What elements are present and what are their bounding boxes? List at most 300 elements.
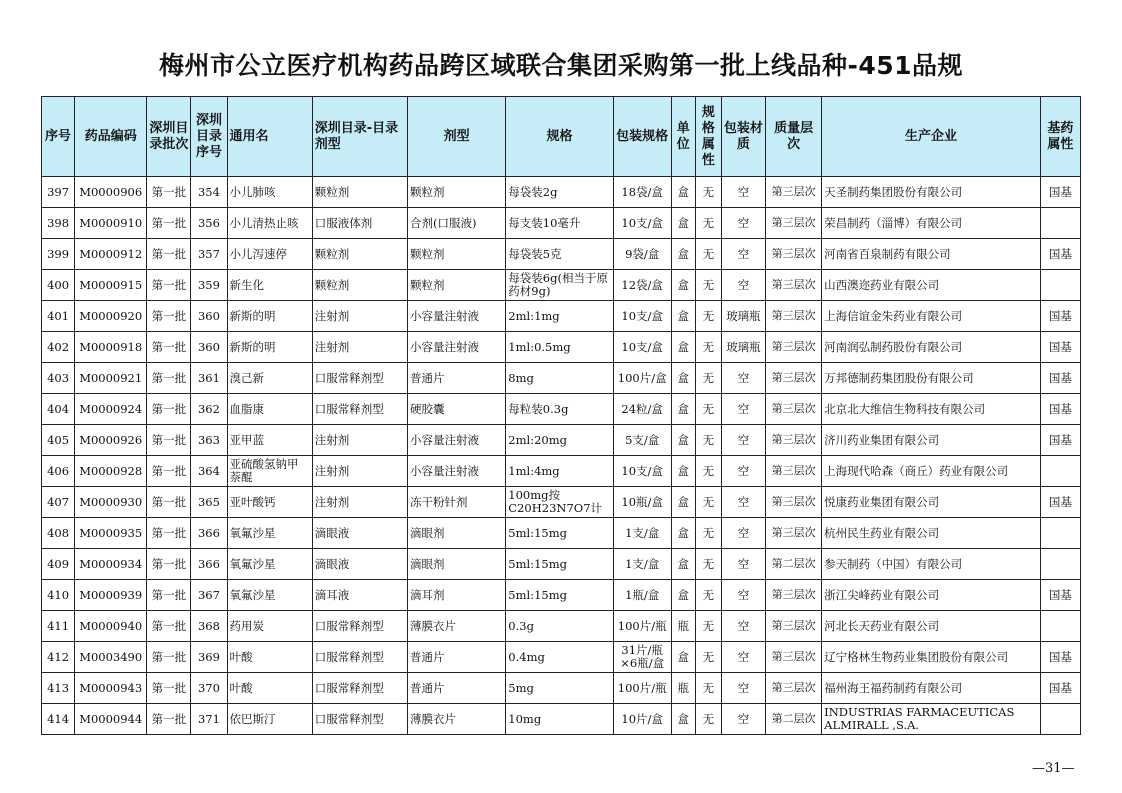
cell-sz-form: 注射剂 — [312, 487, 407, 518]
cell-spec-attr: 无 — [695, 611, 721, 642]
cell-spec: 每粒装0.3g — [506, 394, 613, 425]
cell-sz-form: 颗粒剂 — [312, 239, 407, 270]
cell-code: M0000918 — [75, 332, 147, 363]
cell-pack-mat: 空 — [721, 425, 765, 456]
cell-form: 小容量注射液 — [408, 456, 506, 487]
cell-form: 合剂(口服液) — [408, 208, 506, 239]
cell-basic — [1040, 549, 1080, 580]
cell-pack-spec: 24粒/盒 — [613, 394, 671, 425]
cell-seq: 413 — [42, 673, 75, 704]
cell-unit: 盒 — [671, 332, 695, 363]
cell-seq: 406 — [42, 456, 75, 487]
cell-sz-seq: 360 — [191, 332, 227, 363]
cell-sz-form: 口服常释剂型 — [312, 704, 407, 735]
cell-maker: 辽宁格林生物药业集团股份有限公司 — [822, 642, 1041, 673]
cell-spec-attr: 无 — [695, 487, 721, 518]
cell-spec: 每袋装2g — [506, 177, 613, 208]
cell-sz-form: 口服液体剂 — [312, 208, 407, 239]
table-body — [42, 177, 1081, 735]
cell-pack-mat: 空 — [721, 642, 765, 673]
cell-form: 颗粒剂 — [408, 177, 506, 208]
table-row — [42, 549, 1081, 580]
cell-seq: 410 — [42, 580, 75, 611]
cell-spec-attr: 无 — [695, 394, 721, 425]
cell-spec: 2ml:20mg — [506, 425, 613, 456]
cell-basic — [1040, 611, 1080, 642]
cell-code: M0000928 — [75, 456, 147, 487]
cell-spec: 0.3g — [506, 611, 613, 642]
cell-pack-spec: 31片/瓶×6瓶/盒 — [613, 642, 671, 673]
cell-pack-mat: 玻璃瓶 — [721, 332, 765, 363]
cell-sz-form: 口服常释剂型 — [312, 611, 407, 642]
cell-pack-spec: 10支/盒 — [613, 456, 671, 487]
cell-unit: 盒 — [671, 704, 695, 735]
cell-spec: 1ml:4mg — [506, 456, 613, 487]
cell-batch: 第一批 — [147, 208, 191, 239]
table-row — [42, 301, 1081, 332]
cell-name: 药用炭 — [227, 611, 312, 642]
cell-pack-spec: 10瓶/盒 — [613, 487, 671, 518]
cell-sz-seq: 357 — [191, 239, 227, 270]
cell-pack-spec: 10支/盒 — [613, 332, 671, 363]
cell-name: 小儿肺咳 — [227, 177, 312, 208]
cell-form: 小容量注射液 — [408, 332, 506, 363]
cell-basic: 国基 — [1040, 363, 1080, 394]
cell-unit: 盒 — [671, 177, 695, 208]
table-row — [42, 704, 1081, 735]
cell-code: M0000935 — [75, 518, 147, 549]
cell-sz-form: 口服常释剂型 — [312, 394, 407, 425]
cell-unit: 盒 — [671, 456, 695, 487]
cell-spec-attr: 无 — [695, 518, 721, 549]
cell-sz-seq: 366 — [191, 549, 227, 580]
cell-spec: 5ml:15mg — [506, 549, 613, 580]
cell-maker: INDUSTRIAS FARMACEUTICAS ALMIRALL ,S.A. — [822, 704, 1041, 735]
cell-maker: 荣昌制药（淄博）有限公司 — [822, 208, 1041, 239]
cell-spec: 每支装10毫升 — [506, 208, 613, 239]
cell-spec-attr: 无 — [695, 704, 721, 735]
cell-form: 滴眼剂 — [408, 549, 506, 580]
cell-pack-spec: 12袋/盒 — [613, 270, 671, 301]
cell-form: 滴眼剂 — [408, 518, 506, 549]
cell-quality: 第二层次 — [766, 549, 822, 580]
cell-seq: 407 — [42, 487, 75, 518]
cell-spec: 0.4mg — [506, 642, 613, 673]
cell-code: M0000924 — [75, 394, 147, 425]
cell-unit: 盒 — [671, 301, 695, 332]
cell-spec-attr: 无 — [695, 425, 721, 456]
cell-form: 普通片 — [408, 363, 506, 394]
header-pack-spec: 包装规格 — [613, 97, 671, 177]
cell-name: 新生化 — [227, 270, 312, 301]
cell-name: 依巴斯汀 — [227, 704, 312, 735]
cell-spec-attr: 无 — [695, 177, 721, 208]
cell-name: 亚叶酸钙 — [227, 487, 312, 518]
cell-batch: 第一批 — [147, 394, 191, 425]
cell-batch: 第一批 — [147, 270, 191, 301]
cell-pack-mat: 空 — [721, 177, 765, 208]
cell-maker: 河南润弘制药股份有限公司 — [822, 332, 1041, 363]
cell-sz-form: 注射剂 — [312, 456, 407, 487]
cell-sz-seq: 361 — [191, 363, 227, 394]
cell-name: 溴己新 — [227, 363, 312, 394]
cell-seq: 409 — [42, 549, 75, 580]
header-form: 剂型 — [408, 97, 506, 177]
cell-form: 普通片 — [408, 673, 506, 704]
header-pack-mat: 包装材质 — [721, 97, 765, 177]
cell-batch: 第一批 — [147, 177, 191, 208]
cell-basic: 国基 — [1040, 580, 1080, 611]
header-spec: 规格 — [506, 97, 613, 177]
cell-spec: 1ml:0.5mg — [506, 332, 613, 363]
cell-pack-spec: 1瓶/盒 — [613, 580, 671, 611]
cell-form: 薄膜衣片 — [408, 704, 506, 735]
table-row — [42, 456, 1081, 487]
cell-pack-mat: 空 — [721, 549, 765, 580]
cell-sz-form: 注射剂 — [312, 301, 407, 332]
cell-spec: 10mg — [506, 704, 613, 735]
table-row — [42, 673, 1081, 704]
cell-sz-seq: 360 — [191, 301, 227, 332]
cell-spec: 2ml:1mg — [506, 301, 613, 332]
cell-sz-form: 颗粒剂 — [312, 177, 407, 208]
cell-sz-form: 口服常释剂型 — [312, 673, 407, 704]
cell-pack-mat: 空 — [721, 518, 765, 549]
cell-form: 滴耳剂 — [408, 580, 506, 611]
cell-spec-attr: 无 — [695, 208, 721, 239]
cell-quality: 第三层次 — [766, 673, 822, 704]
cell-sz-seq: 369 — [191, 642, 227, 673]
cell-code: M0000926 — [75, 425, 147, 456]
cell-maker: 上海信谊金朱药业有限公司 — [822, 301, 1041, 332]
table-row — [42, 239, 1081, 270]
cell-pack-spec: 100片/盒 — [613, 363, 671, 394]
header-sz-form: 深圳目录-目录剂型 — [312, 97, 407, 177]
cell-quality: 第三层次 — [766, 611, 822, 642]
cell-sz-seq: 364 — [191, 456, 227, 487]
cell-maker: 河北长天药业有限公司 — [822, 611, 1041, 642]
cell-basic — [1040, 704, 1080, 735]
cell-pack-mat: 空 — [721, 363, 765, 394]
cell-maker: 河南省百泉制药有限公司 — [822, 239, 1041, 270]
cell-code: M0000921 — [75, 363, 147, 394]
cell-sz-seq: 365 — [191, 487, 227, 518]
cell-batch: 第一批 — [147, 301, 191, 332]
cell-name: 氧氟沙星 — [227, 580, 312, 611]
table-row — [42, 487, 1081, 518]
cell-maker: 杭州民生药业有限公司 — [822, 518, 1041, 549]
cell-unit: 盒 — [671, 208, 695, 239]
cell-quality: 第三层次 — [766, 208, 822, 239]
header-code: 药品编码 — [75, 97, 147, 177]
cell-unit: 盒 — [671, 549, 695, 580]
cell-code: M0000906 — [75, 177, 147, 208]
table-row — [42, 208, 1081, 239]
cell-spec: 每袋装6g(相当于原药材9g) — [506, 270, 613, 301]
cell-pack-spec: 5支/盒 — [613, 425, 671, 456]
cell-batch: 第一批 — [147, 673, 191, 704]
cell-spec: 5mg — [506, 673, 613, 704]
cell-basic: 国基 — [1040, 673, 1080, 704]
cell-batch: 第一批 — [147, 518, 191, 549]
cell-sz-seq: 370 — [191, 673, 227, 704]
cell-name: 氧氟沙星 — [227, 549, 312, 580]
cell-basic — [1040, 518, 1080, 549]
cell-pack-mat: 空 — [721, 208, 765, 239]
cell-code: M0000943 — [75, 673, 147, 704]
cell-quality: 第三层次 — [766, 394, 822, 425]
cell-code: M0000930 — [75, 487, 147, 518]
cell-quality: 第三层次 — [766, 425, 822, 456]
cell-pack-mat: 玻璃瓶 — [721, 301, 765, 332]
cell-maker: 福州海王福药制药有限公司 — [822, 673, 1041, 704]
cell-code: M0000912 — [75, 239, 147, 270]
cell-seq: 401 — [42, 301, 75, 332]
cell-basic: 国基 — [1040, 301, 1080, 332]
cell-pack-spec: 10支/盒 — [613, 301, 671, 332]
cell-batch: 第一批 — [147, 487, 191, 518]
cell-quality: 第二层次 — [766, 704, 822, 735]
cell-spec-attr: 无 — [695, 332, 721, 363]
cell-maker: 万邦德制药集团股份有限公司 — [822, 363, 1041, 394]
cell-pack-mat: 空 — [721, 487, 765, 518]
table-row — [42, 177, 1081, 208]
header-sz-batch: 深圳目录批次 — [147, 97, 191, 177]
cell-maker: 济川药业集团有限公司 — [822, 425, 1041, 456]
cell-basic: 国基 — [1040, 425, 1080, 456]
cell-pack-spec: 100片/瓶 — [613, 611, 671, 642]
cell-spec: 8mg — [506, 363, 613, 394]
cell-code: M0003490 — [75, 642, 147, 673]
cell-code: M0000939 — [75, 580, 147, 611]
cell-name: 亚硫酸氢钠甲萘醌 — [227, 456, 312, 487]
cell-spec: 100mg按C20H23N7O7计 — [506, 487, 613, 518]
cell-seq: 414 — [42, 704, 75, 735]
cell-maker: 北京北大维信生物科技有限公司 — [822, 394, 1041, 425]
cell-spec-attr: 无 — [695, 456, 721, 487]
cell-spec-attr: 无 — [695, 673, 721, 704]
cell-seq: 400 — [42, 270, 75, 301]
cell-maker: 参天制药（中国）有限公司 — [822, 549, 1041, 580]
cell-unit: 盒 — [671, 394, 695, 425]
cell-name: 亚甲蓝 — [227, 425, 312, 456]
cell-quality: 第三层次 — [766, 332, 822, 363]
cell-name: 血脂康 — [227, 394, 312, 425]
header-spec-attr: 规格属性 — [695, 97, 721, 177]
cell-maker: 上海现代哈森（商丘）药业有限公司 — [822, 456, 1041, 487]
cell-unit: 盒 — [671, 425, 695, 456]
cell-sz-seq: 356 — [191, 208, 227, 239]
cell-form: 小容量注射液 — [408, 301, 506, 332]
cell-unit: 盒 — [671, 642, 695, 673]
cell-code: M0000915 — [75, 270, 147, 301]
cell-seq: 412 — [42, 642, 75, 673]
cell-pack-spec: 1支/盒 — [613, 549, 671, 580]
cell-sz-seq: 371 — [191, 704, 227, 735]
cell-unit: 盒 — [671, 580, 695, 611]
cell-basic: 国基 — [1040, 332, 1080, 363]
cell-maker: 浙江尖峰药业有限公司 — [822, 580, 1041, 611]
cell-quality: 第三层次 — [766, 487, 822, 518]
cell-quality: 第三层次 — [766, 239, 822, 270]
header-seq: 序号 — [42, 97, 75, 177]
cell-pack-spec: 1支/盒 — [613, 518, 671, 549]
cell-pack-spec: 9袋/盒 — [613, 239, 671, 270]
cell-batch: 第一批 — [147, 549, 191, 580]
cell-basic: 国基 — [1040, 177, 1080, 208]
cell-spec: 5ml:15mg — [506, 580, 613, 611]
cell-basic — [1040, 270, 1080, 301]
cell-sz-seq: 354 — [191, 177, 227, 208]
cell-sz-seq: 368 — [191, 611, 227, 642]
cell-pack-mat: 空 — [721, 673, 765, 704]
cell-basic — [1040, 208, 1080, 239]
cell-sz-form: 注射剂 — [312, 332, 407, 363]
cell-spec: 5ml:15mg — [506, 518, 613, 549]
cell-basic: 国基 — [1040, 394, 1080, 425]
cell-batch: 第一批 — [147, 425, 191, 456]
cell-maker: 天圣制药集团股份有限公司 — [822, 177, 1041, 208]
cell-form: 颗粒剂 — [408, 239, 506, 270]
cell-seq: 399 — [42, 239, 75, 270]
cell-spec-attr: 无 — [695, 642, 721, 673]
cell-basic: 国基 — [1040, 487, 1080, 518]
cell-pack-mat: 空 — [721, 580, 765, 611]
cell-spec-attr: 无 — [695, 363, 721, 394]
cell-quality: 第三层次 — [766, 580, 822, 611]
cell-unit: 瓶 — [671, 611, 695, 642]
cell-unit: 盒 — [671, 518, 695, 549]
cell-pack-mat: 空 — [721, 704, 765, 735]
cell-pack-mat: 空 — [721, 394, 765, 425]
cell-spec-attr: 无 — [695, 580, 721, 611]
header-basic: 基药属性 — [1040, 97, 1080, 177]
cell-batch: 第一批 — [147, 611, 191, 642]
cell-spec-attr: 无 — [695, 239, 721, 270]
cell-batch: 第一批 — [147, 580, 191, 611]
cell-unit: 盒 — [671, 270, 695, 301]
cell-quality: 第三层次 — [766, 363, 822, 394]
cell-pack-mat: 空 — [721, 270, 765, 301]
header-sz-seq: 深圳目录序号 — [191, 97, 227, 177]
cell-quality: 第三层次 — [766, 301, 822, 332]
cell-unit: 盒 — [671, 239, 695, 270]
table-row — [42, 580, 1081, 611]
cell-sz-seq: 367 — [191, 580, 227, 611]
cell-sz-form: 口服常释剂型 — [312, 363, 407, 394]
cell-maker: 悦康药业集团有限公司 — [822, 487, 1041, 518]
cell-basic: 国基 — [1040, 642, 1080, 673]
cell-form: 硬胶囊 — [408, 394, 506, 425]
cell-sz-seq: 363 — [191, 425, 227, 456]
cell-form: 冻干粉针剂 — [408, 487, 506, 518]
header-maker: 生产企业 — [822, 97, 1041, 177]
cell-sz-seq: 362 — [191, 394, 227, 425]
cell-form: 薄膜衣片 — [408, 611, 506, 642]
cell-pack-spec: 10支/盒 — [613, 208, 671, 239]
cell-sz-form: 注射剂 — [312, 425, 407, 456]
cell-form: 小容量注射液 — [408, 425, 506, 456]
cell-name: 新斯的明 — [227, 301, 312, 332]
cell-sz-seq: 366 — [191, 518, 227, 549]
cell-sz-form: 滴眼液 — [312, 518, 407, 549]
table-row — [42, 611, 1081, 642]
cell-spec-attr: 无 — [695, 301, 721, 332]
cell-name: 新斯的明 — [227, 332, 312, 363]
cell-name: 叶酸 — [227, 642, 312, 673]
cell-basic: 国基 — [1040, 239, 1080, 270]
cell-quality: 第三层次 — [766, 177, 822, 208]
cell-unit: 盒 — [671, 363, 695, 394]
header-name: 通用名 — [227, 97, 312, 177]
cell-quality: 第三层次 — [766, 518, 822, 549]
cell-quality: 第三层次 — [766, 456, 822, 487]
cell-sz-seq: 359 — [191, 270, 227, 301]
cell-form: 普通片 — [408, 642, 506, 673]
cell-batch: 第一批 — [147, 332, 191, 363]
cell-spec-attr: 无 — [695, 549, 721, 580]
cell-sz-form: 滴耳液 — [312, 580, 407, 611]
header-row — [42, 97, 1081, 177]
cell-seq: 405 — [42, 425, 75, 456]
table-row — [42, 332, 1081, 363]
header-unit: 单位 — [671, 97, 695, 177]
cell-quality: 第三层次 — [766, 270, 822, 301]
table-row — [42, 363, 1081, 394]
cell-basic — [1040, 456, 1080, 487]
cell-unit: 瓶 — [671, 673, 695, 704]
cell-spec: 每袋装5克 — [506, 239, 613, 270]
cell-code: M0000910 — [75, 208, 147, 239]
cell-code: M0000920 — [75, 301, 147, 332]
cell-sz-form: 颗粒剂 — [312, 270, 407, 301]
table-row — [42, 394, 1081, 425]
cell-form: 颗粒剂 — [408, 270, 506, 301]
cell-name: 叶酸 — [227, 673, 312, 704]
cell-seq: 408 — [42, 518, 75, 549]
cell-seq: 411 — [42, 611, 75, 642]
cell-name: 小儿泻速停 — [227, 239, 312, 270]
cell-seq: 398 — [42, 208, 75, 239]
cell-pack-spec: 100片/瓶 — [613, 673, 671, 704]
cell-batch: 第一批 — [147, 456, 191, 487]
cell-batch: 第一批 — [147, 642, 191, 673]
cell-seq: 402 — [42, 332, 75, 363]
cell-sz-form: 滴眼液 — [312, 549, 407, 580]
cell-maker: 山西澳迩药业有限公司 — [822, 270, 1041, 301]
drug-table — [41, 96, 1081, 735]
cell-pack-mat: 空 — [721, 611, 765, 642]
cell-seq: 404 — [42, 394, 75, 425]
cell-seq: 397 — [42, 177, 75, 208]
cell-spec-attr: 无 — [695, 270, 721, 301]
cell-name: 氧氟沙星 — [227, 518, 312, 549]
cell-pack-mat: 空 — [721, 456, 765, 487]
cell-batch: 第一批 — [147, 704, 191, 735]
page-number: —31— — [1032, 761, 1075, 776]
cell-code: M0000940 — [75, 611, 147, 642]
cell-pack-mat: 空 — [721, 239, 765, 270]
cell-sz-form: 口服常释剂型 — [312, 642, 407, 673]
table-row — [42, 425, 1081, 456]
table-row — [42, 270, 1081, 301]
cell-pack-spec: 18袋/盒 — [613, 177, 671, 208]
cell-name: 小儿清热止咳 — [227, 208, 312, 239]
cell-code: M0000934 — [75, 549, 147, 580]
cell-quality: 第三层次 — [766, 642, 822, 673]
table-row — [42, 518, 1081, 549]
cell-batch: 第一批 — [147, 239, 191, 270]
